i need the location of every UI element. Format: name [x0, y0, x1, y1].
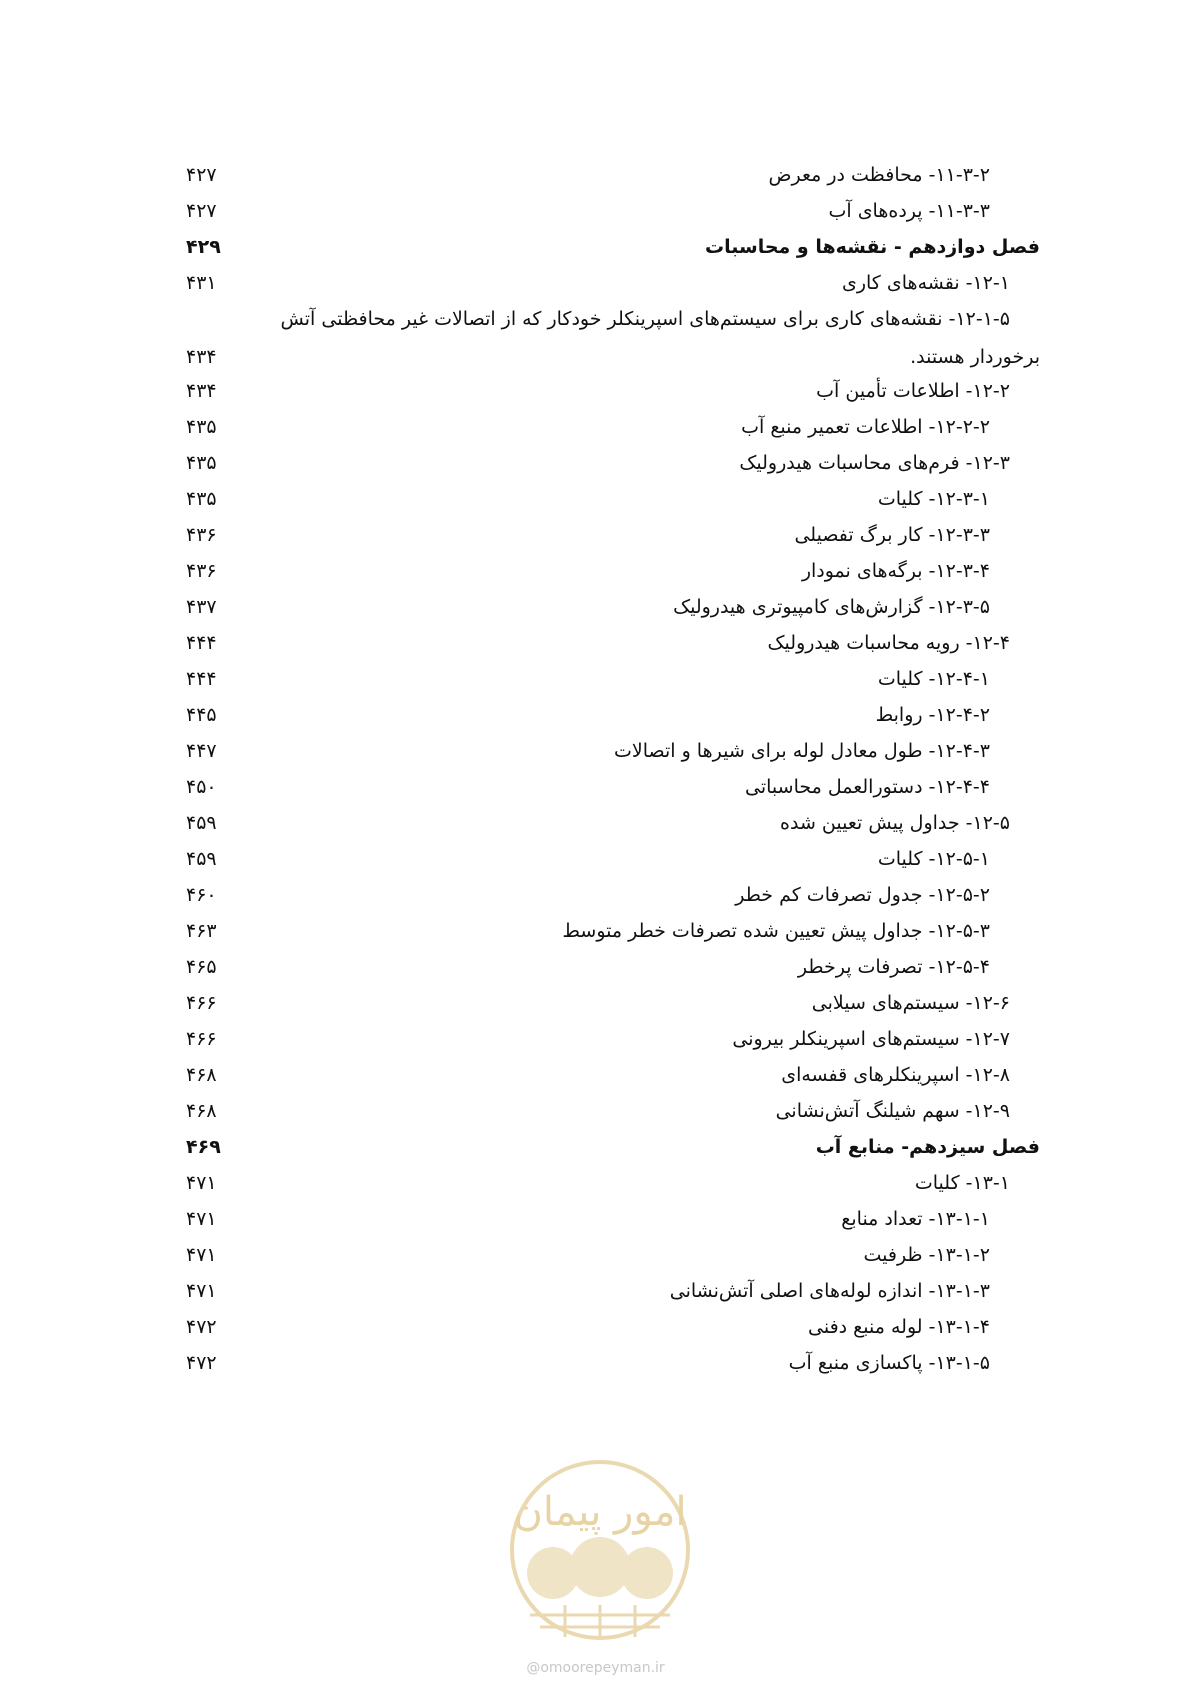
toc-entry-title-line2: برخوردار هستند. — [910, 346, 1040, 368]
toc-entry-title: فصل سیزدهم- منابع آب — [815, 1136, 1040, 1158]
toc-page-number: ۴۳۱ — [186, 272, 217, 294]
toc-entry-row — [186, 590, 1040, 624]
toc-entry-row — [186, 1094, 1040, 1128]
toc-entry-row — [186, 626, 1040, 660]
toc-entry-title: ۱۲-۴-۴- دستورالعمل محاسباتی — [745, 776, 990, 798]
toc-page-number: ۴۷۱ — [186, 1208, 217, 1230]
toc-entry-row — [186, 1238, 1040, 1272]
toc-page-number: ۴۶۸ — [186, 1064, 217, 1086]
logo-watermark-icon — [505, 1455, 695, 1645]
toc-entry-title: ۱۳-۱-۴- لوله منبع دفنی — [808, 1316, 990, 1338]
toc-entry-row — [186, 518, 1040, 552]
toc-chapter-row — [186, 1130, 1040, 1164]
toc-entry-row — [186, 446, 1040, 480]
toc-entry-row — [186, 770, 1040, 804]
toc-page-number: ۴۶۳ — [186, 920, 217, 942]
toc-entry-title: ۱۲-۱- نقشه‌های کاری — [841, 272, 1010, 294]
toc-entry-row — [186, 266, 1040, 300]
toc-entry-title: ۱۲-۴- رویه محاسبات هیدرولیک — [767, 632, 1010, 654]
toc-page-number: ۴۷۲ — [186, 1316, 217, 1338]
toc-page-number: ۴۴۴ — [186, 632, 217, 654]
toc-entry-row — [186, 950, 1040, 984]
toc-entry-row — [186, 482, 1040, 516]
toc-page-number: ۴۷۲ — [186, 1352, 217, 1374]
toc-chapter-row — [186, 230, 1040, 264]
toc-entry-title: ۱۲-۷- سیستم‌های اسپرینکلر بیرونی — [732, 1028, 1010, 1050]
toc-page-number: ۴۲۹ — [186, 236, 221, 258]
toc-page-number: ۴۷۱ — [186, 1172, 217, 1194]
toc-entry-row — [186, 662, 1040, 696]
toc-entry-row — [186, 374, 1040, 408]
toc-entry-title: ۱۳-۱-۵- پاکسازی منبع آب — [788, 1352, 990, 1374]
toc-entry-title: ۱۲-۸- اسپرینکلرهای قفسه‌ای — [781, 1064, 1010, 1086]
toc-page-number: ۴۶۶ — [186, 1028, 217, 1050]
toc-page-number: ۴۳۶ — [186, 524, 217, 546]
toc-entry-row — [186, 554, 1040, 588]
footer-url: @omoorepeyman.ir — [526, 1660, 665, 1676]
toc-entry-title: ۱۲-۵-۱- کلیات — [877, 848, 990, 870]
toc-page-number: ۴۵۹ — [186, 848, 217, 870]
toc-entry-row — [186, 410, 1040, 444]
toc-page-number: ۴۵۰ — [186, 776, 217, 798]
toc-page-number: ۴۴۴ — [186, 668, 217, 690]
toc-entry-title: ۱۲-۴-۳- طول معادل لوله برای شیرها و اتصالات — [614, 740, 990, 762]
toc-entry-title: ۱۱-۳-۳- پرده‌های آب — [828, 200, 990, 222]
toc-entry-title: ۱۲-۴-۱- کلیات — [877, 668, 990, 690]
toc-entry-title: ۱۲-۳- فرم‌های محاسبات هیدرولیک — [739, 452, 1010, 474]
toc-page-number: ۴۶۹ — [186, 1136, 221, 1158]
toc-entry-row — [186, 986, 1040, 1020]
toc-entry-row — [186, 914, 1040, 948]
toc-entry-title: ۱۲-۹- سهم شیلنگ آتش‌نشانی — [775, 1100, 1010, 1122]
toc-page-number: ۴۶۶ — [186, 992, 217, 1014]
toc-page-number: ۴۷۱ — [186, 1244, 217, 1266]
toc-entry-row — [186, 1166, 1040, 1200]
toc-entry-title: ۱۲-۳-۱- کلیات — [877, 488, 990, 510]
toc-entry-row — [186, 734, 1040, 768]
toc-page-number: ۴۴۷ — [186, 740, 217, 762]
toc-entry-row — [186, 842, 1040, 876]
toc-entry-title: فصل دوازدهم - نقشه‌ها و محاسبات — [705, 236, 1040, 258]
toc-entry-title: ۱۳-۱- کلیات — [914, 1172, 1010, 1194]
toc-entry-title: ۱۲-۶- سیستم‌های سیلابی — [811, 992, 1010, 1014]
toc-page-number: ۴۷۱ — [186, 1280, 217, 1302]
toc-entry-title: ۱۲-۵-۴- تصرفات پرخطر — [797, 956, 990, 978]
toc-page-number: ۴۶۵ — [186, 956, 217, 978]
toc-entry-row — [186, 158, 1040, 192]
watermark-text: امور پیمان — [513, 1489, 687, 1535]
toc-entry-wrapped — [186, 302, 1040, 374]
toc-page-number: ۴۳۵ — [186, 452, 217, 474]
toc-entry-row — [186, 806, 1040, 840]
toc-entry-row — [186, 194, 1040, 228]
toc-entry-row — [186, 1202, 1040, 1236]
toc-entry-row — [186, 878, 1040, 912]
toc-entry-row — [186, 1274, 1040, 1308]
toc-page-number: ۴۳۵ — [186, 416, 217, 438]
toc-entry-title-line1: ۱۲-۱-۵- نقشه‌های کاری برای سیستم‌های اسپرینکلر خودکار که از اتصالات غیر محافظتی آتش — [280, 308, 1010, 330]
toc-entry-title: ۱۲-۳-۵- گزارش‌های کامپیوتری هیدرولیک — [673, 596, 990, 618]
toc-entry-row — [186, 1022, 1040, 1056]
toc-page-number: ۴۳۷ — [186, 596, 217, 618]
toc-entry-title: ۱۲-۳-۳- کار برگ تفصیلی — [794, 524, 990, 546]
toc-page-number: ۴۲۷ — [186, 164, 217, 186]
toc-entry-title: ۱۲-۵-۲- جدول تصرفات کم خطر — [735, 884, 990, 906]
toc-page-number: ۴۲۷ — [186, 200, 217, 222]
toc-page-number: ۴۶۰ — [186, 884, 217, 906]
toc-entry-row — [186, 1346, 1040, 1380]
toc-entry-title: ۱۳-۱-۳- اندازه لوله‌های اصلی آتش‌نشانی — [669, 1280, 990, 1302]
toc-entry-title: ۱۳-۱-۲- ظرفیت — [863, 1244, 990, 1266]
toc-page-number: ۴۳۴ — [186, 346, 217, 368]
toc-entry-row — [186, 1310, 1040, 1344]
toc-page-number: ۴۴۵ — [186, 704, 217, 726]
toc-entry-title: ۱۲-۲- اطلاعات تأمین آب — [816, 380, 1010, 402]
toc-entry-title: ۱۳-۱-۱- تعداد منابع — [841, 1208, 990, 1230]
toc-page-number: ۴۶۸ — [186, 1100, 217, 1122]
toc-entry-row — [186, 698, 1040, 732]
toc-entry-row — [186, 1058, 1040, 1092]
toc-entry-title: ۱۲-۲-۲- اطلاعات تعمیر منبع آب — [741, 416, 990, 438]
toc-page-number: ۴۵۹ — [186, 812, 217, 834]
toc-page-number: ۴۳۴ — [186, 380, 217, 402]
toc-entry-title: ۱۲-۵- جداول پیش تعیین شده — [780, 812, 1010, 834]
toc-entry-title: ۱۲-۴-۲- روابط — [875, 704, 990, 726]
toc-entry-title: ۱۲-۳-۴- برگه‌های نمودار — [801, 560, 990, 582]
toc-page-number: ۴۳۵ — [186, 488, 217, 510]
toc-entry-title: ۱۲-۵-۳- جداول پیش تعیین شده تصرفات خطر متوسط — [562, 920, 990, 942]
toc-page-number: ۴۳۶ — [186, 560, 217, 582]
toc-entry-title: ۱۱-۳-۲- محافظت در معرض — [768, 164, 990, 186]
